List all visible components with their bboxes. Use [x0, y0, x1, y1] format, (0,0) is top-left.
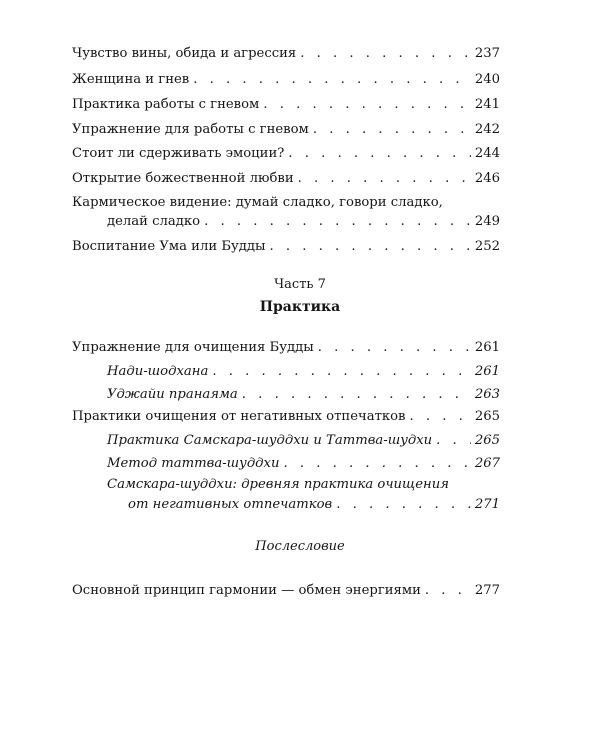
toc-entry-title: Практика Самскара-шуддхи и Таттва-шудхи	[107, 433, 433, 448]
dot-leader	[298, 170, 471, 188]
dot-leader	[204, 213, 471, 231]
toc-entry-page: 277	[474, 583, 500, 598]
toc-entry-title: Практика работы с гневом	[72, 97, 260, 112]
dot-leader	[425, 582, 471, 600]
toc-subentry	[107, 386, 500, 404]
toc-entry-title: Уджайи пранаяма	[107, 387, 238, 402]
dot-leader	[263, 96, 471, 114]
toc-entry-title: Чувство вины, обида и агрессия	[72, 46, 297, 61]
toc-subentry-title-line1: Самскара-шуддхи: древняя практика очищения	[107, 477, 449, 492]
toc-entry-page: 237	[474, 46, 500, 61]
part-title: Практика	[259, 299, 341, 315]
toc-entry-title: Основной принцип гармонии — обмен энергиями	[72, 583, 421, 598]
dot-leader	[270, 238, 471, 256]
toc-entry	[72, 238, 500, 256]
toc-subentry	[107, 363, 500, 381]
toc-entry	[72, 121, 500, 139]
dot-leader	[300, 45, 471, 63]
toc-entry-page: 244	[474, 146, 500, 161]
toc-entry	[72, 170, 500, 188]
toc-entry-title: Практики очищения от негативных отпечатков	[72, 409, 406, 424]
toc-entry	[72, 582, 500, 600]
toc-entry-page: 265	[474, 433, 500, 448]
toc-entry-page: 242	[474, 122, 500, 137]
toc-entry-title: Упражнение для работы с гневом	[72, 122, 309, 137]
toc-entry	[72, 339, 500, 357]
part-label: Часть 7	[274, 277, 326, 292]
dot-leader	[212, 363, 471, 381]
toc-entry	[72, 145, 500, 163]
toc-entry-title: Упражнение для очищения Будды	[72, 340, 314, 355]
afterword-heading: Послесловие	[255, 539, 345, 554]
toc-entry-title-line1: Кармическое видение: думай сладко, говори сладко,	[72, 195, 443, 210]
toc-entry-page: 240	[474, 72, 500, 87]
toc-entry-title-line2: делай сладко	[107, 214, 201, 229]
toc-entry-title: Открытие божественной любви	[72, 171, 294, 186]
toc-entry-page: 261	[474, 340, 500, 355]
dot-leader	[242, 386, 471, 404]
toc-entry-title: Женщина и гнев	[72, 72, 190, 87]
toc-entry-page: 249	[474, 214, 500, 229]
toc-entry	[72, 408, 500, 426]
toc-entry-title: Стоит ли сдерживать эмоции?	[72, 146, 285, 161]
toc-entry-title: Воспитание Ума или Будды	[72, 239, 266, 254]
toc-entry	[72, 96, 500, 114]
dot-leader	[410, 408, 471, 426]
dot-leader	[436, 432, 471, 450]
toc-entry-title-line2: от негативных отпечатков	[128, 497, 333, 512]
dot-leader	[313, 121, 471, 139]
dot-leader	[193, 71, 471, 89]
dot-leader	[318, 339, 471, 357]
toc-entry-title: Нади-шодхана	[107, 364, 209, 379]
dot-leader	[283, 455, 470, 473]
toc-entry-page: 246	[474, 171, 500, 186]
toc-subentry	[128, 496, 500, 514]
toc-entry-page: 241	[474, 97, 500, 112]
toc-subentry	[107, 455, 500, 473]
toc-entry-title: Метод таттва-шуддхи	[107, 456, 280, 471]
toc-entry-page: 267	[474, 456, 500, 471]
toc-entry	[72, 71, 500, 89]
toc-entry	[107, 213, 500, 231]
toc-entry-page: 265	[474, 409, 500, 424]
toc-subentry	[107, 432, 500, 450]
toc-entry-page: 252	[474, 239, 500, 254]
toc-entry-page: 263	[474, 387, 500, 402]
toc-entry	[72, 45, 500, 63]
dot-leader	[288, 145, 471, 163]
toc-entry-page: 271	[474, 497, 500, 512]
toc-entry-page: 261	[474, 364, 500, 379]
dot-leader	[336, 496, 471, 514]
